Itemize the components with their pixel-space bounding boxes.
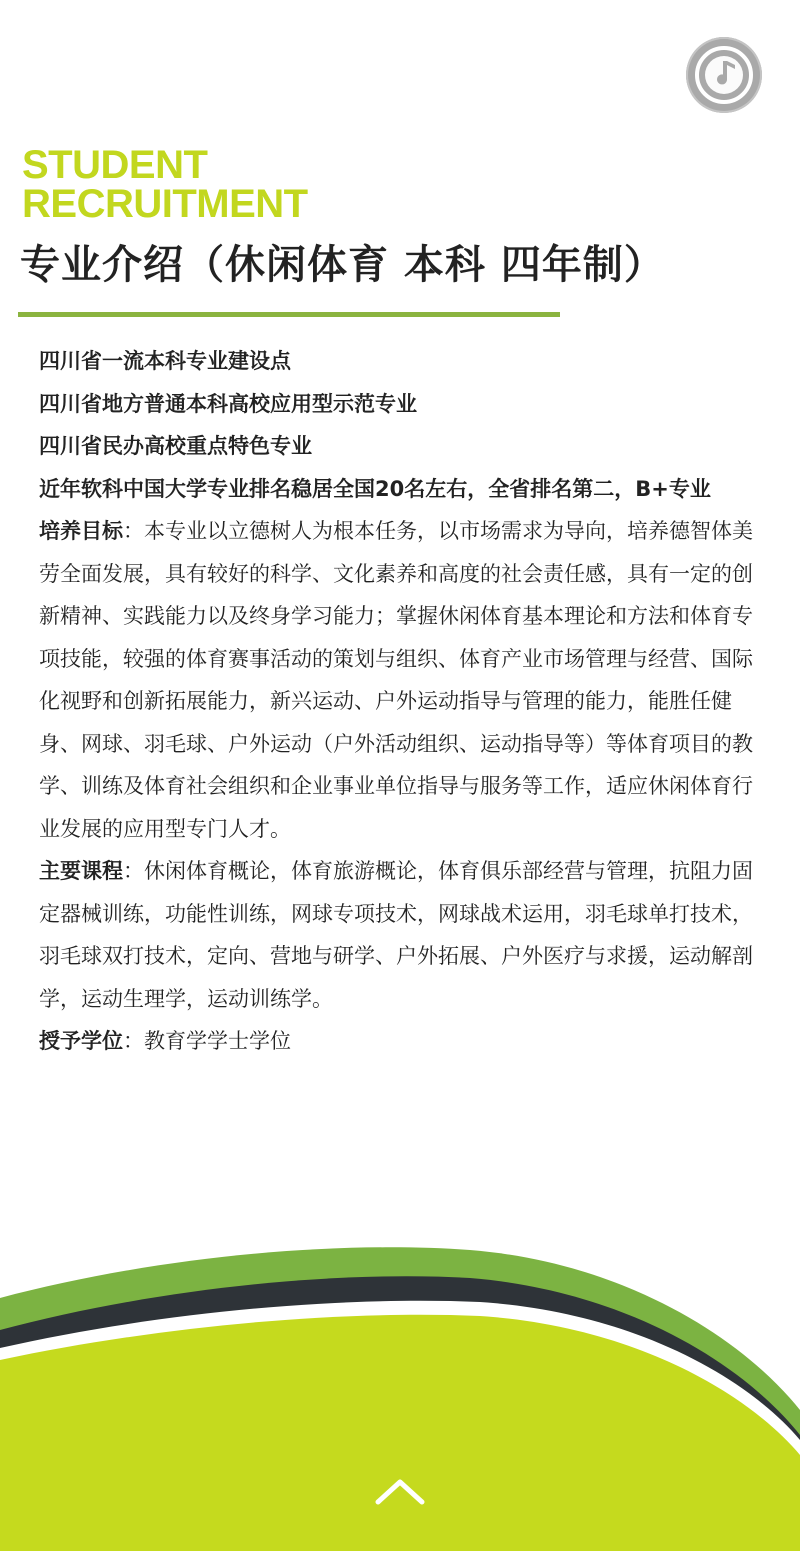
training-goal-paragraph (39, 510, 771, 850)
music-toggle-button[interactable] (686, 37, 762, 113)
degree-paragraph (39, 1020, 771, 1063)
degree-text: 教育学学士学位 (144, 1029, 291, 1053)
page-title: 专业介绍（休闲体育 本科 四年制） (20, 242, 665, 288)
title-divider (18, 312, 560, 317)
chevron-up-icon (370, 1470, 430, 1510)
main-courses-label: 主要课程 (39, 859, 123, 883)
main-courses-text: 休闲体育概论，体育旅游概论，体育俱乐部经营与管理，抗阻力固定器械训练，功能性训练，网球专项技术，网球战术运用，羽毛球单打技术，羽毛球双打技术，定向、营地与研学、户外拓展、户外医疗与求援，运动解剖学，运动生理学，运动训练学。 (39, 859, 753, 1011)
highlight-item: 近年软科中国大学专业排名稳居全国20名左右，全省排名第二，B+专业 (39, 476, 711, 501)
training-goal-separator: ： (123, 519, 144, 543)
highlight-item: 四川省一流本科专业建设点 (39, 349, 291, 373)
scroll-up-button[interactable] (370, 1470, 430, 1510)
degree-separator: ： (123, 1029, 144, 1053)
banner-line-2: RECRUITMENT (22, 182, 308, 226)
music-disc-icon (686, 37, 762, 113)
main-courses-paragraph (39, 850, 771, 1020)
recruitment-banner (22, 143, 308, 226)
main-courses-separator: ： (123, 859, 144, 883)
major-intro-content (39, 340, 771, 1063)
training-goal-label: 培养目标 (39, 519, 123, 543)
highlight-item: 四川省地方普通本科高校应用型示范专业 (39, 391, 417, 416)
banner-line-1: STUDENT (22, 143, 208, 187)
degree-label: 授予学位 (39, 1029, 123, 1053)
training-goal-text: 本专业以立德树人为根本任务，以市场需求为导向，培养德智体美劳全面发展，具有较好的科学、文化素养和高度的社会责任感，具有一定的创新精神、实践能力以及终身学习能力；掌握休闲体育基本理论和方法和体育专项技能，较强的体育赛事活动的策划与组织、体育产业市场管理与经营、国际化视野和创新拓展能力，新兴运动、户外运动指导与管理的能力，能胜任健身、网球、羽毛球、户外运动（户外活动组织、运动指导等）等体育项目的教学、训练及体育社会组织和企业事业单位指导与服务等工作，适应休闲体育行业发展的应用型专门人才。 (39, 519, 753, 841)
highlight-item: 四川省民办高校重点特色专业 (39, 434, 312, 458)
